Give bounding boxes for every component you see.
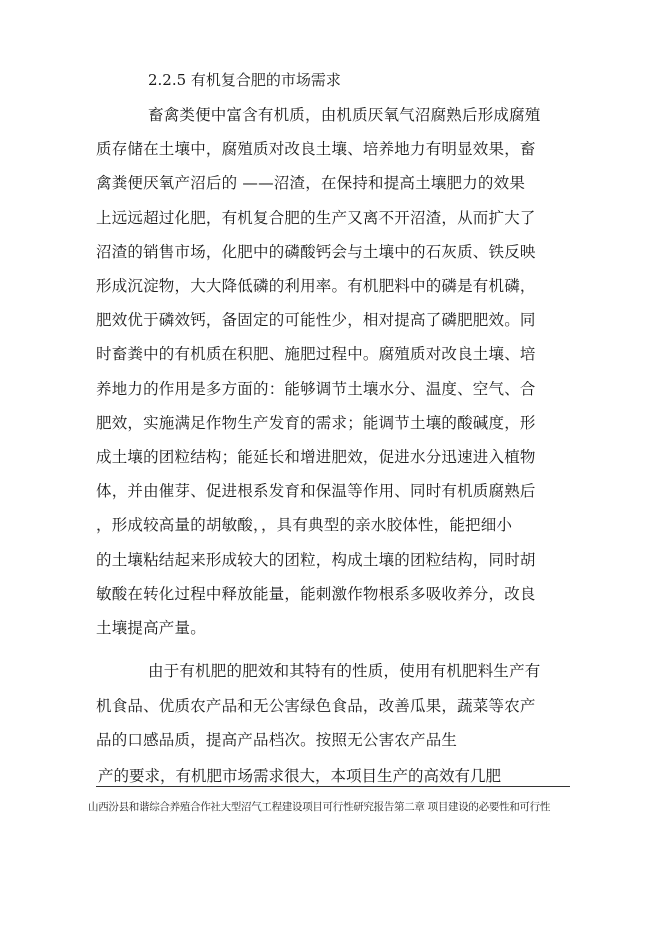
text-line: 土壤提高产量。	[96, 619, 206, 637]
footer-rule	[96, 786, 570, 787]
text-line: 沼渣的销售市场，化肥中的磷酸钙会与土壤中的石灰质、铁反映	[96, 242, 536, 261]
page-footer: 山西汾县和谐综合养殖合作社大型沼气工程建设项目可行性研究报告第二章 项目建设的必要性和可行性	[88, 801, 551, 813]
text-line: 时畜粪中的有机质在积肥、施肥过程中。腐殖质对改良土壤、培	[96, 345, 536, 364]
paragraph-2-last-line: 产的要求，有机肥市场需求很大，本项目生产的高效有几肥	[98, 767, 502, 785]
text-line: 品的口感品质，提高产品档次。按照无公害农产品生	[96, 731, 458, 749]
text-line: 的土壤粘结起来形成较大的团粒，构成土壤的团粒结构，同时胡	[96, 550, 536, 569]
text-line: 由于有机肥的肥效和其特有的性质，使用有机肥料生产有	[148, 662, 541, 680]
text-line: 肥效，实施满足作物生产发育的需求；能调节土壤的酸碱度，形	[96, 413, 536, 432]
text-line: 成土壤的团粒结构；能延长和增进肥效，促进水分迅速进入植物	[96, 448, 536, 466]
text-line: 畜禽类便中富含有机质，由机质厌氧气沼腐熟后形成腐殖	[148, 106, 541, 124]
text-line: 质存储在土壤中，腐殖质对改良土壤、培养地力有明显效果，畜	[96, 140, 536, 159]
text-line: 禽粪便厌氧产沼后的 ——沼渣，在保持和提高土壤肥力的效果	[96, 174, 526, 193]
text-line: 体，并由催芽、促进根系发育和保温等作用、同时有机质腐熟后	[96, 482, 536, 501]
text-line: ，形成较高量的胡敏酸，，具有典型的亲水胶体性，能把细小	[96, 516, 513, 535]
text-line: 敏酸在转化过程中释放能量，能刺激作物根系多吸收养分，改良	[96, 584, 536, 603]
text-line: 形成沉淀物，大大降低磷的利用率。有机肥料中的磷是有机磷，	[96, 277, 536, 295]
section-heading: 2.2.5 有机复合肥的市场需求	[148, 71, 341, 89]
text-line: 上远远超过化肥，有机复合肥的生产又离不开沼渣，从而扩大了	[96, 208, 536, 227]
text-line: 养地力的作用是多方面的：能够调节土壤水分、温度、空气、合	[96, 379, 536, 398]
text-line: 肥效优于磷效钙，备固定的可能性少，相对提高了磷肥肥效。同	[96, 311, 536, 330]
text-line: 机食品、优质农产品和无公害绿色食品，改善瓜果，蔬菜等农产	[96, 696, 536, 715]
